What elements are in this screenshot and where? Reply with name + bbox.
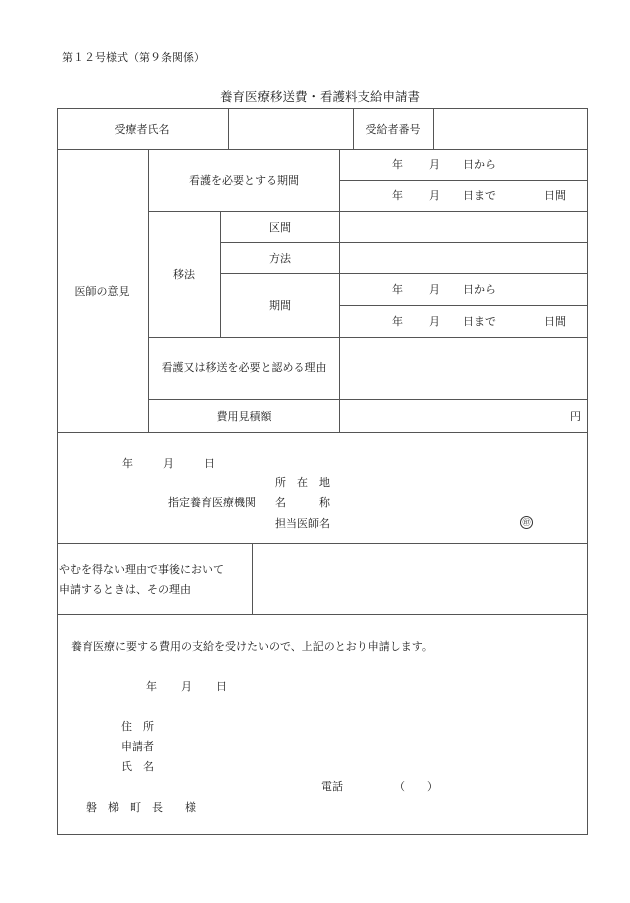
transport-label: 移法 (173, 268, 195, 281)
late-reason-line1: やむを得ない理由で事後において (59, 563, 224, 576)
phone-paren: （ ） (394, 780, 438, 793)
institution-name-label: 名 称 (275, 496, 330, 509)
divider (433, 108, 434, 149)
recipient-number-label: 受給者番号 (365, 123, 421, 136)
divider (339, 180, 588, 181)
divider (353, 108, 354, 149)
divider (57, 432, 588, 433)
applicant-label: 申請者 (121, 740, 154, 753)
divider (57, 614, 588, 615)
transport-from-year: 年 (392, 283, 403, 296)
reason-label: 看護又は移送を必要と認める理由 (161, 361, 327, 374)
transport-from-month: 月 (429, 283, 440, 296)
nursing-from-month: 月 (429, 158, 440, 171)
estimate-unit: 円 (570, 410, 581, 423)
nursing-to-year: 年 (392, 189, 403, 202)
divider (252, 543, 253, 614)
transport-to-year: 年 (392, 315, 403, 328)
divider (220, 211, 221, 337)
transport-days: 日間 (544, 315, 566, 328)
transport-section-label: 区間 (269, 221, 291, 234)
institution-doctor-label: 担当医師名 (275, 517, 330, 530)
divider (220, 273, 588, 274)
nursing-to-day: 日まで (463, 189, 496, 202)
applicant-name-label: 氏 名 (121, 760, 154, 773)
transport-to-month: 月 (429, 315, 440, 328)
institution-date-day: 日 (204, 457, 215, 470)
nursing-to-month: 月 (429, 189, 440, 202)
institution-date-year: 年 (122, 457, 133, 470)
estimate-label: 費用見積額 (216, 410, 272, 423)
divider (220, 242, 588, 243)
declaration-statement: 養育医療に要する費用の支給を受けたいので、上記のとおり申請します。 (71, 640, 433, 653)
form-title: 養育医療移送費・看護料支給申請書 (219, 89, 421, 104)
declaration-date-month: 月 (181, 680, 192, 693)
transport-method-label: 方法 (269, 252, 291, 265)
nursing-days: 日間 (544, 189, 566, 202)
transport-to-day: 日まで (463, 315, 496, 328)
form-number: 第１２号様式（第９条関係） (62, 51, 205, 64)
divider (148, 337, 588, 338)
phone-label: 電話 (321, 780, 343, 793)
divider (148, 211, 588, 212)
divider (57, 149, 588, 150)
declaration-date-day: 日 (216, 680, 227, 693)
divider (228, 108, 229, 149)
recipient-name-label: 受療者氏名 (114, 123, 170, 136)
nursing-from-year: 年 (392, 158, 403, 171)
nursing-period-label: 看護を必要とする期間 (189, 174, 299, 187)
divider (339, 149, 340, 432)
institution-date-month: 月 (163, 457, 174, 470)
transport-period-label: 期間 (269, 299, 291, 312)
divider (339, 305, 588, 306)
applicant-address-label: 住 所 (121, 720, 154, 733)
transport-from-day: 日から (463, 283, 496, 296)
divider (148, 399, 588, 400)
late-reason-line2: 申請するときは、その理由 (59, 583, 191, 596)
divider (57, 543, 588, 544)
divider (148, 149, 149, 432)
institution-location-label: 所 在 地 (275, 476, 330, 489)
institution-role-label: 指定養育医療機関 (168, 496, 256, 509)
nursing-from-day: 日から (463, 158, 496, 171)
addressee: 磐 梯 町 長 様 (86, 801, 196, 814)
declaration-date-year: 年 (146, 680, 157, 693)
seal-mark: ㊞ (520, 516, 533, 529)
doctor-opinion-label: 医師の意見 (74, 285, 130, 298)
